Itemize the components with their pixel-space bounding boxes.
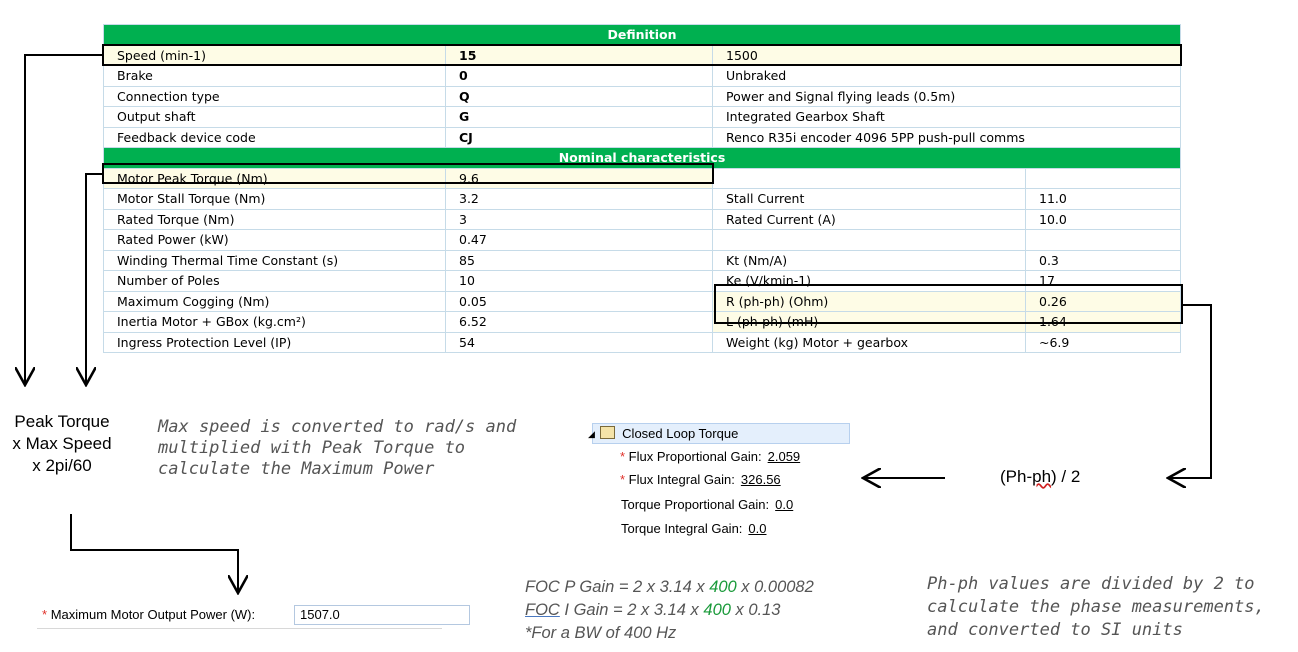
- row-code: G: [446, 107, 713, 128]
- section-header: Nominal characteristics: [104, 148, 1181, 169]
- row-code: 0: [446, 66, 713, 87]
- row-label-secondary: Rated Current (A): [713, 209, 1026, 230]
- row-value-secondary: 0.3: [1026, 250, 1181, 271]
- row-label: Motor Stall Torque (Nm): [104, 189, 446, 210]
- row-value: 6.52: [446, 312, 713, 333]
- row-label: Output shaft: [104, 107, 446, 128]
- max-power-input[interactable]: 1507.0: [294, 605, 470, 625]
- row-value: 10: [446, 271, 713, 292]
- row-label: Rated Torque (Nm): [104, 209, 446, 230]
- required-marker: *: [620, 449, 629, 464]
- row-value: 3.2: [446, 189, 713, 210]
- gain-label: Flux Proportional Gain:: [628, 449, 762, 464]
- row-label: Ingress Protection Level (IP): [104, 332, 446, 353]
- gain-row: [620, 472, 781, 487]
- gain-label: Flux Integral Gain:: [628, 472, 735, 487]
- row-description: Unbraked: [713, 66, 1181, 87]
- row-code: 15: [446, 45, 713, 66]
- formula-line-3: x 2pi/60: [32, 456, 92, 475]
- row-value: 85: [446, 250, 713, 271]
- folder-icon: [600, 426, 615, 439]
- row-value: 3: [446, 209, 713, 230]
- row-label: Brake: [104, 66, 446, 87]
- row-value-secondary: 0.26: [1026, 291, 1181, 312]
- row-value-secondary: 1.64: [1026, 312, 1181, 333]
- section-header: Definition: [104, 25, 1181, 46]
- collapse-triangle-icon[interactable]: ◢: [588, 429, 595, 439]
- row-label: Rated Power (kW): [104, 230, 446, 251]
- row-description: 1500: [713, 45, 1181, 66]
- row-label: Winding Thermal Time Constant (s): [104, 250, 446, 271]
- row-description: Renco R35i encoder 4096 5PP push-pull comms: [713, 127, 1181, 148]
- formula-line-2: x Max Speed: [12, 434, 112, 453]
- gain-value[interactable]: 326.56: [740, 472, 781, 487]
- formula-line-1: Peak Torque: [14, 412, 110, 431]
- foc-gain-notes: FOC P Gain = 2 x 3.14 x 400 x 0.00082 FOC I Gain = 2 x 3.14 x 400 x 0.13 *For a BW of 400 Hz: [525, 578, 814, 642]
- phph-conversion-note: Ph-ph values are divided by 2 to calculate the phase measurements, and converted to SI units: [927, 574, 1265, 640]
- row-value-secondary: 11.0: [1026, 189, 1181, 210]
- row-label-secondary: Weight (kg) Motor + gearbox: [713, 332, 1026, 353]
- row-label-secondary: Ke (V/kmin-1): [713, 271, 1026, 292]
- peak-power-formula: [2, 411, 122, 477]
- gain-row: [620, 449, 800, 464]
- row-label-secondary: R (ph-ph) (Ohm): [713, 291, 1026, 312]
- gain-row: [621, 497, 793, 512]
- row-description: Power and Signal flying leads (0.5m): [713, 86, 1181, 107]
- required-marker: *: [42, 607, 48, 622]
- row-value-secondary: ~6.9: [1026, 332, 1181, 353]
- row-label-secondary: L (ph-ph) (mH): [713, 312, 1026, 333]
- gain-value[interactable]: 0.0: [748, 521, 767, 536]
- row-label: Motor Peak Torque (Nm): [104, 168, 446, 189]
- gain-value[interactable]: 0.0: [775, 497, 794, 512]
- max-power-field: [37, 603, 442, 629]
- speed-conversion-note: Max speed is converted to rad/s and multiplied with Peak Torque to calculate the Maximum Power: [158, 417, 517, 479]
- gain-row: [621, 521, 766, 536]
- row-description: Integrated Gearbox Shaft: [713, 107, 1181, 128]
- row-label: Number of Poles: [104, 271, 446, 292]
- row-label-secondary: Stall Current: [713, 189, 1026, 210]
- required-marker: *: [620, 472, 629, 487]
- row-label: Feedback device code: [104, 127, 446, 148]
- row-value: 54: [446, 332, 713, 353]
- row-value: 0.05: [446, 291, 713, 312]
- max-power-label: Maximum Motor Output Power (W):: [50, 607, 256, 622]
- row-label-secondary: Kt (Nm/A): [713, 250, 1026, 271]
- row-value: 0.47: [446, 230, 713, 251]
- row-label: Speed (min-1): [104, 45, 446, 66]
- row-code: CJ: [446, 127, 713, 148]
- gain-value[interactable]: 2.059: [767, 449, 801, 464]
- row-value-secondary: 17: [1026, 271, 1181, 292]
- phph-divide-label: (Ph-ph) / 2: [1000, 467, 1081, 486]
- row-label: Inertia Motor + GBox (kg.cm²): [104, 312, 446, 333]
- gain-label: Torque Proportional Gain:: [621, 497, 770, 512]
- gain-label: Torque Integral Gain:: [621, 521, 743, 536]
- row-value: 9.6: [446, 168, 713, 189]
- row-label: Maximum Cogging (Nm): [104, 291, 446, 312]
- closed-loop-title: Closed Loop Torque: [622, 426, 739, 441]
- row-value-secondary: 10.0: [1026, 209, 1181, 230]
- row-label: Connection type: [104, 86, 446, 107]
- row-code: Q: [446, 86, 713, 107]
